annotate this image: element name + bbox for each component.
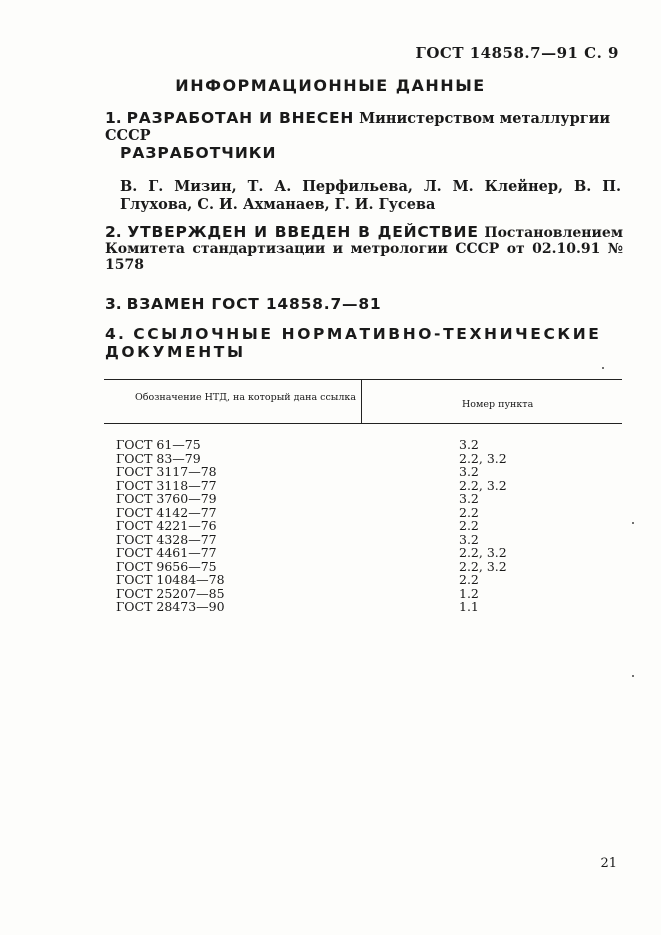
standard-designation: ГОСТ 4328—77 xyxy=(116,531,217,547)
standard-designation: ГОСТ 4221—76 xyxy=(116,518,217,533)
table-row xyxy=(116,573,559,587)
table-header xyxy=(104,380,622,424)
item-heading: РАЗРАБОТАН И ВНЕСЕН xyxy=(126,109,355,127)
item-number: 1. xyxy=(105,109,122,127)
section-title: ИНФОРМАЦИОННЫЕ ДАННЫЕ xyxy=(175,76,486,95)
standard-designation: ГОСТ 4142—77 xyxy=(116,504,217,520)
item-text: Министерством металлургии СССР xyxy=(105,110,611,144)
item-heading: УТВЕРЖДЕН И ВВЕДЕН В ДЕЙСТВИЕ xyxy=(127,223,479,241)
item-approved xyxy=(105,225,623,273)
clause-number: 3.2 xyxy=(459,437,479,452)
clause-number: 1.2 xyxy=(459,585,479,601)
standard-designation: ГОСТ 3760—79 xyxy=(116,491,217,506)
clause-number: 2.2 xyxy=(459,572,479,587)
clause-number: 2.2, 3.2 xyxy=(459,450,507,466)
standard-designation: ГОСТ 25207—85 xyxy=(116,585,225,601)
document-reference: ГОСТ 14858.7—91 С. 9 xyxy=(415,44,619,62)
standard-designation: ГОСТ 3118—77 xyxy=(116,477,217,493)
clause-number: 1.1 xyxy=(459,599,479,614)
clause-number: 3.2 xyxy=(459,531,479,547)
column-header-document: Обозначение НТД, на который дана ссылка xyxy=(104,380,362,423)
standard-designation: ГОСТ 9656—75 xyxy=(116,558,217,574)
table-row xyxy=(116,452,559,466)
table-row xyxy=(116,560,559,574)
table-row xyxy=(116,587,559,601)
standard-designation: ГОСТ 61—75 xyxy=(116,437,201,452)
item-reference-documents xyxy=(105,325,623,361)
scan-speck xyxy=(602,367,604,369)
table-row xyxy=(116,492,559,506)
clause-number: 3.2 xyxy=(459,464,479,479)
column-header-clause: Номер пункта xyxy=(462,399,534,410)
item-number: 3. xyxy=(105,295,122,313)
table-row xyxy=(116,533,559,547)
clause-number: 3.2 xyxy=(459,491,479,506)
table-row xyxy=(116,519,559,533)
clause-number: 2.2, 3.2 xyxy=(459,477,507,493)
standard-designation: ГОСТ 83—79 xyxy=(116,450,201,466)
table-row xyxy=(116,438,559,452)
table-row xyxy=(116,600,559,614)
developers-heading: РАЗРАБОТЧИКИ xyxy=(120,144,277,162)
developers-names: В. Г. Мизин, Т. А. Перфильева, Л. М. Клейнер, В. П. Глухова, С. И. Ахманаев, Г. И. Гусева xyxy=(120,178,621,213)
item-number: 4. xyxy=(105,325,127,343)
item-text: Постановлением Комитета стандартизации и метрологии СССР от 02.10.91 № 1578 xyxy=(105,225,623,273)
table-row xyxy=(116,546,559,560)
standard-designation: ГОСТ 28473—90 xyxy=(116,599,225,614)
scan-speck xyxy=(632,675,634,677)
standard-designation: ГОСТ 3117—78 xyxy=(116,464,217,479)
item-number: 2. xyxy=(105,223,122,241)
standard-designation: ГОСТ 4461—77 xyxy=(116,545,217,560)
table-body xyxy=(116,438,559,614)
item-replaces xyxy=(105,296,623,313)
standard-designation: ГОСТ 10484—78 xyxy=(116,572,225,587)
table-row xyxy=(116,479,559,493)
item-heading: ВЗАМЕН ГОСТ 14858.7—81 xyxy=(126,295,382,313)
table-row xyxy=(116,506,559,520)
clause-number: 2.2, 3.2 xyxy=(459,558,507,574)
item-developed-by xyxy=(105,110,623,144)
clause-number: 2.2, 3.2 xyxy=(459,545,507,560)
clause-number: 2.2 xyxy=(459,518,479,533)
item-heading: ССЫЛОЧНЫЕ НОРМАТИВНО-ТЕХНИЧЕСКИЕ ДОКУМЕНТЫ xyxy=(105,325,602,361)
clause-number: 2.2 xyxy=(459,504,479,520)
page-number: 21 xyxy=(600,856,617,871)
reference-table xyxy=(104,379,622,614)
scan-speck xyxy=(632,522,634,524)
table-row xyxy=(116,465,559,479)
